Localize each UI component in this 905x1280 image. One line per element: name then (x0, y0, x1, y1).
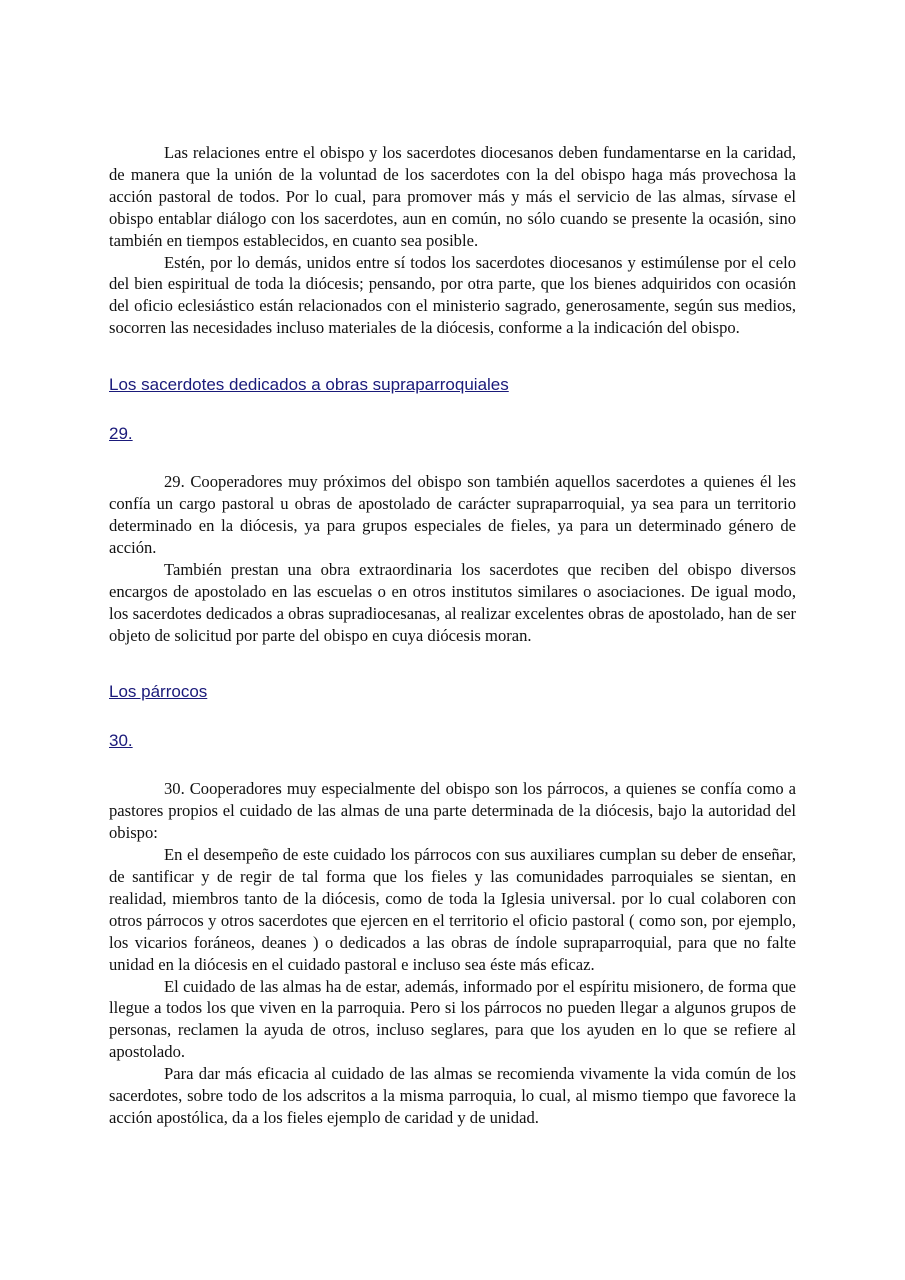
paragraph: 30. Cooperadores muy especialmente del obispo son los párrocos, a quienes se confía como a pastores propios el cuidado de las almas de una parte determinada de la diócesis, bajo la autoridad del obispo: (109, 779, 796, 843)
section-heading-link[interactable]: Los sacerdotes dedicados a obras supraparroquiales (109, 375, 509, 395)
paragraph: También prestan una obra extraordinaria los sacerdotes que reciben del obispo diversos encargos de apostolado en las escuelas o en otros institutos similares o asociaciones. De igual modo, los sacerdotes dedicados a obras supradiocesanas, al realizar excelentes obras de apostolado, han de ser objeto de solicitud por parte del obispo en cuya diócesis moran. (109, 559, 796, 645)
document-page (109, 142, 796, 1129)
section-number-link[interactable]: 30. (109, 731, 133, 751)
paragraph: En el desempeño de este cuidado los párrocos con sus auxiliares cumplan su deber de enseñar, de santificar y de regir de tal forma que los fieles y las comunidades parroquiales se sientan, en realidad, miembros tanto de la diócesis, como de toda la Iglesia universal. por lo cual colaboren con otros párrocos y otros sacerdotes que ejercen en el territorio el oficio pastoral ( como son, por ejemplo, los vicarios foráneos, deanes ) o dedicados a las obras de índole supraparroquial, para que no falte unidad en la diócesis en el cuidado pastoral e incluso sea éste más eficaz. (109, 845, 796, 974)
paragraph: 29. Cooperadores muy próximos del obispo son también aquellos sacerdotes a quienes él les confía un cargo pastoral u obras de apostolado de carácter supraparroquial, ya sea para un territorio determinado en la diócesis, ya para grupos especiales de fieles, ya para un determinado género de acción. (109, 472, 796, 557)
paragraph: Estén, por lo demás, unidos entre sí todos los sacerdotes diocesanos y estimúlense por el celo del bien espiritual de toda la diócesis; pensando, por otra parte, que los bienes adquiridos con ocasión del oficio eclesiástico están relacionados con el ministerio sagrado, generosamente, según sus medios, socorren las necesidades incluso materiales de la diócesis, conforme a la indicación del obispo. (109, 252, 796, 338)
section-heading-link[interactable]: Los párrocos (109, 682, 208, 702)
paragraph: Para dar más eficacia al cuidado de las almas se recomienda vivamente la vida común de los sacerdotes, sobre todo de los adscritos a la misma parroquia, lo cual, al mismo tiempo que favorece la acción apostólica, da a los fieles ejemplo de caridad y de unidad. (109, 1064, 796, 1127)
paragraph: Las relaciones entre el obispo y los sacerdotes diocesanos deben fundamentarse en la caridad, de manera que la unión de la voluntad de los sacerdotes con la del obispo haga más provechosa la acción pastoral de todos. Por lo cual, para promover más y más el servicio de las almas, sírvase el obispo entablar diálogo con los sacerdotes, aun en común, no sólo cuando se presente la ocasión, sino también en tiempos establecidos, en cuanto sea posible. (109, 143, 796, 250)
paragraph: El cuidado de las almas ha de estar, además, informado por el espíritu misionero, de forma que llegue a todos los que viven en la parroquia. Pero si los párrocos no pueden llegar a algunos grupos de personas, reclamen la ayuda de otros, incluso seglares, para que los ayuden en lo que se refiere al apostolado. (109, 976, 796, 1062)
section-number-link[interactable]: 29. (109, 424, 133, 444)
